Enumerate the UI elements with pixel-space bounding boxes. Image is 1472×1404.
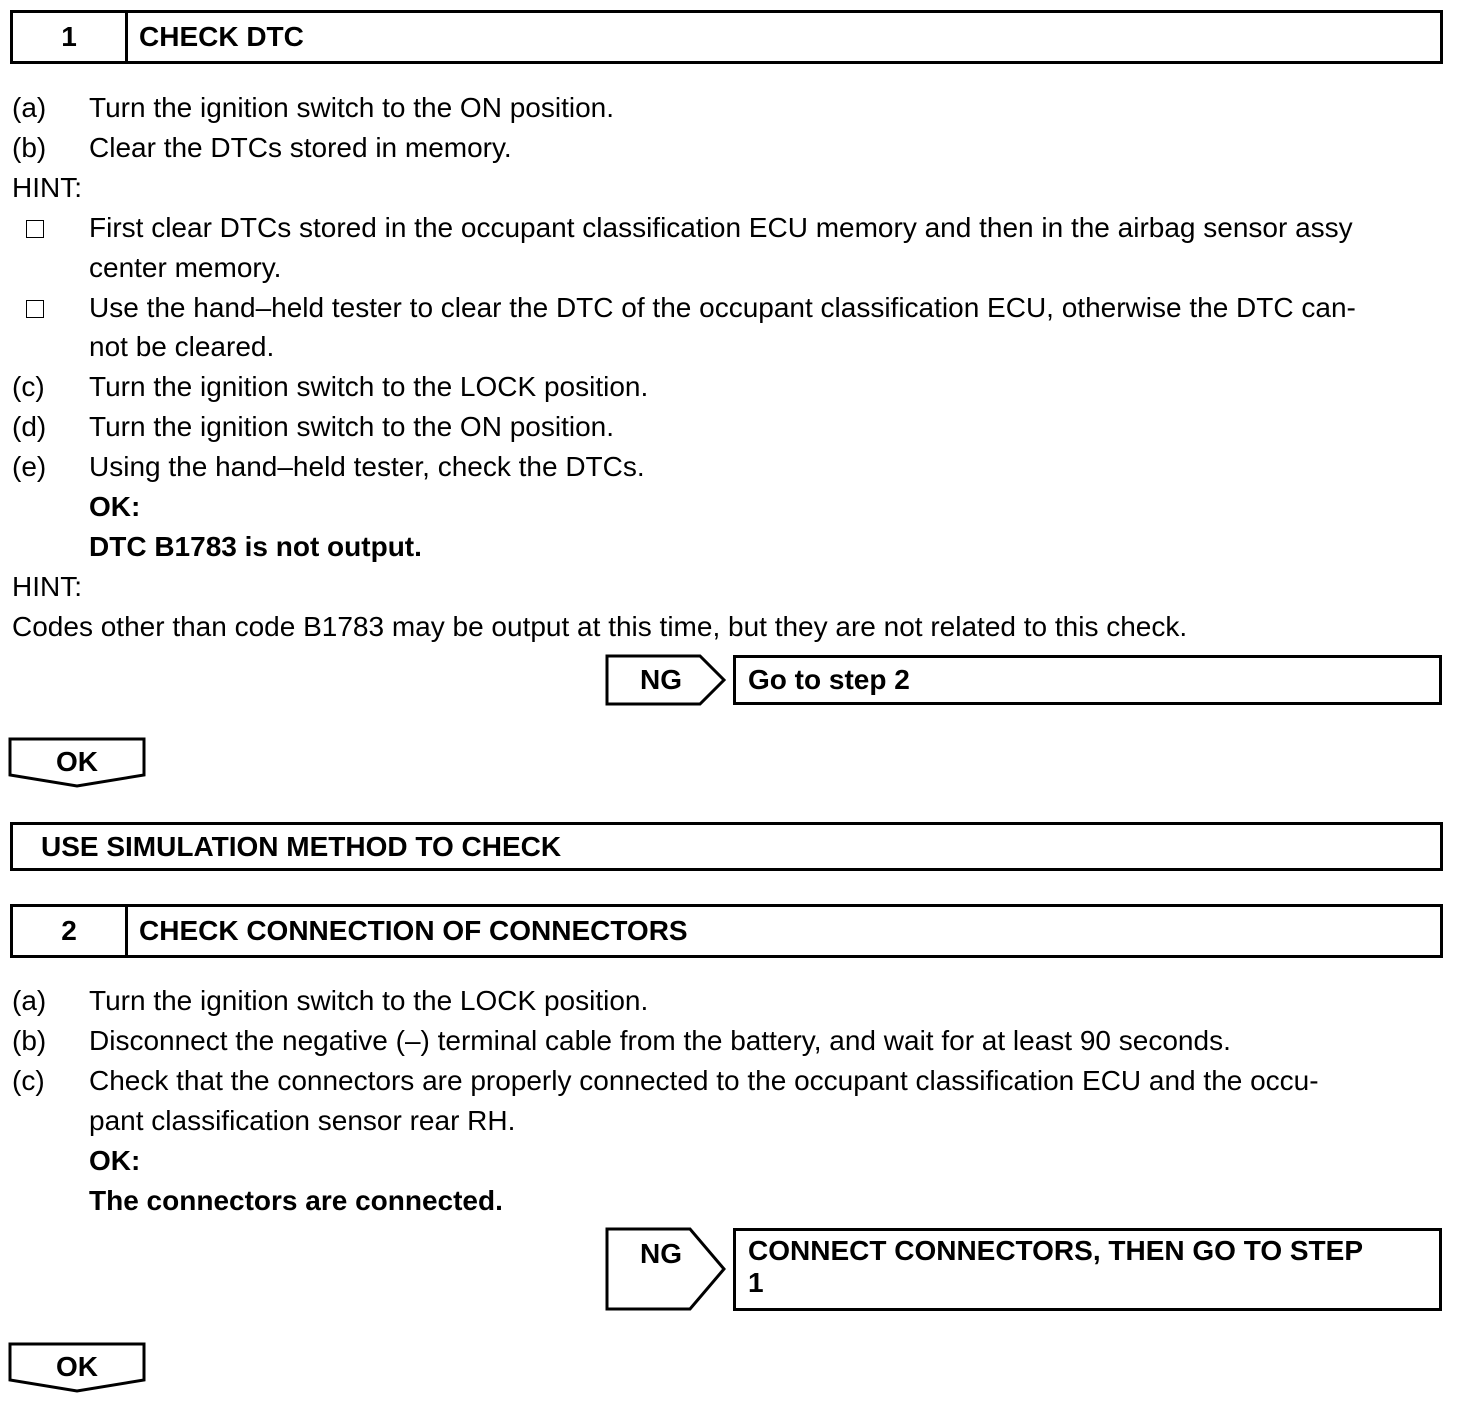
- ok-arrow-label: OK: [56, 1351, 98, 1382]
- item-label: (c): [12, 1065, 45, 1096]
- step-number: 2: [13, 907, 128, 955]
- item-text: Disconnect the negative (–) terminal cable from the battery, and wait for at least 90 seconds.: [89, 1025, 1231, 1056]
- step-number: 1: [13, 13, 128, 61]
- bullet-text: Use the hand–held tester to clear the DTC of the occupant classification ECU, otherwise the DTC can-: [89, 292, 1356, 323]
- ng-label: NG: [640, 664, 682, 695]
- item-label: (b): [12, 132, 47, 163]
- item-label: (b): [12, 1025, 47, 1056]
- step-title: CHECK DTC: [139, 21, 304, 52]
- ok-arrow-icon: [0, 0, 1, 1]
- step-1-header: [10, 10, 1443, 64]
- ng-action-text: 1: [748, 1267, 764, 1298]
- item-text: Check that the connectors are properly connected to the occupant classification ECU and the occu-: [89, 1065, 1319, 1096]
- ng-action-box: [733, 1228, 1442, 1311]
- bullet-text: not be cleared.: [89, 331, 275, 362]
- item-text: Turn the ignition switch to the LOCK position.: [89, 985, 649, 1016]
- hint-text: Codes other than code B1783 may be output at this time, but they are not related to this check.: [12, 611, 1188, 642]
- step-2-header: [10, 904, 1443, 958]
- step-title: CHECK CONNECTION OF CONNECTORS: [139, 915, 688, 946]
- bullet-text: center memory.: [89, 252, 282, 283]
- checkbox-bullet-icon: [26, 220, 44, 238]
- item-label: (a): [12, 92, 47, 123]
- item-label: (d): [12, 411, 47, 442]
- ng-action-box: [733, 655, 1442, 705]
- checkbox-bullet-icon: [26, 300, 44, 318]
- simulation-box: [10, 822, 1443, 871]
- ok-label: OK:: [89, 491, 141, 522]
- ng-label: NG: [640, 1238, 682, 1269]
- item-label: (c): [12, 371, 45, 402]
- item-text: Turn the ignition switch to the LOCK position.: [89, 371, 649, 402]
- ng-action-text: CONNECT CONNECTORS, THEN GO TO STEP: [748, 1235, 1364, 1266]
- item-text: pant classification sensor rear RH.: [89, 1105, 516, 1136]
- ok-criteria: The connectors are connected.: [89, 1185, 503, 1216]
- item-text: Turn the ignition switch to the ON position.: [89, 411, 614, 442]
- ng-action-text: Go to step 2: [748, 664, 910, 695]
- ok-criteria: DTC B1783 is not output.: [89, 531, 422, 562]
- item-label: (e): [12, 451, 47, 482]
- item-text: Turn the ignition switch to the ON position.: [89, 92, 614, 123]
- simulation-text: USE SIMULATION METHOD TO CHECK: [41, 831, 562, 862]
- item-text: Using the hand–held tester, check the DTCs.: [89, 451, 645, 482]
- bullet-text: First clear DTCs stored in the occupant classification ECU memory and then in the airbag sensor assy: [89, 212, 1353, 243]
- hint-label: HINT:: [12, 571, 82, 602]
- item-text: Clear the DTCs stored in memory.: [89, 132, 512, 163]
- hint-label: HINT:: [12, 172, 82, 203]
- item-label: (a): [12, 985, 47, 1016]
- ok-label: OK:: [89, 1145, 141, 1176]
- ok-arrow-label: OK: [56, 746, 98, 777]
